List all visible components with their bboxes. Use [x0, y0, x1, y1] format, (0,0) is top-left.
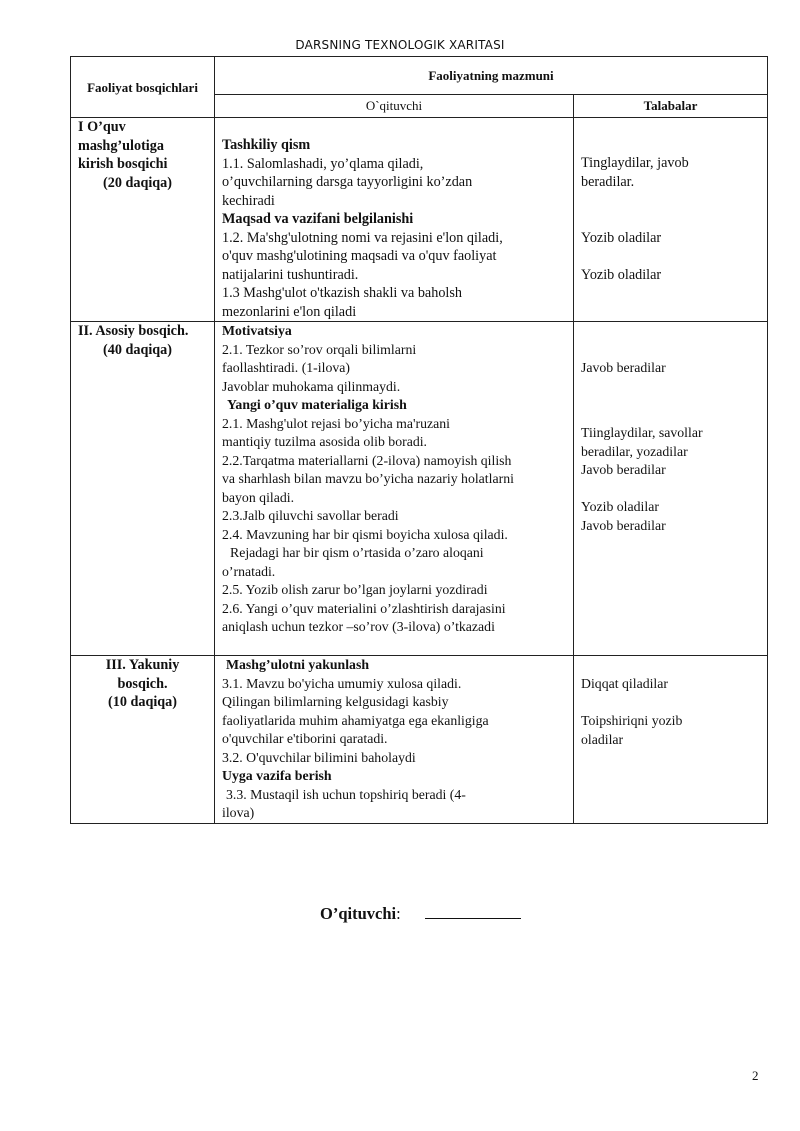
table-border-bottom	[70, 823, 768, 824]
text-line: Tiinglaydilar, savollar	[581, 425, 703, 440]
section-heading: Yangi o’quv materialiga kirish	[227, 397, 407, 412]
text-line: 1.3 Mashg'ulot o'tkazish shakli va baholsh	[222, 285, 462, 301]
section-heading: Maqsad va vazifani belgilanishi	[222, 211, 414, 227]
page-number: 2	[752, 1068, 759, 1083]
row1-students	[581, 154, 689, 191]
row3-teacher	[222, 656, 489, 823]
signature-blank-line	[425, 904, 521, 919]
row3-stage	[71, 656, 214, 712]
text-line: 1.2. Ma'shg'ulotning nomi va rejasini e'lon qiladi,	[222, 229, 503, 246]
row1-students-note: Yozib oladilar	[581, 230, 662, 246]
text-line: mantiqiy tuzilma asosida olib boradi.	[222, 434, 427, 449]
text-line: kechiradi	[222, 192, 275, 209]
row1-students-note: Yozib oladilar	[581, 267, 662, 283]
text-line: Javob beradilar	[581, 462, 666, 477]
text-line: Javoblar muhokama qilinmaydi.	[222, 378, 401, 394]
text-line: 2.1. Mashg'ulot rejasi bo’yicha ma'ruzani	[222, 415, 450, 431]
text-line: o’rnatadi.	[222, 563, 276, 579]
text-line: mezonlarini e'lon qiladi	[222, 303, 357, 320]
section-heading: Uyga vazifa berish	[222, 768, 332, 783]
text-line: bayon qiladi.	[222, 489, 295, 505]
teacher-signature	[320, 904, 521, 924]
text-line: 3.1. Mavzu bo'yicha umumiy xulosa qiladi.	[222, 675, 462, 691]
text-line: Javob beradilar	[581, 517, 666, 533]
stage-line: (10 daqiqa)	[108, 694, 177, 710]
row2-students-2	[581, 498, 666, 535]
text-line: va sharhlash bilan mavzu bo’yicha nazariy holatlarni	[222, 471, 514, 486]
text-line: Toipshiriqni yozib	[581, 713, 683, 728]
row3-students-note: Diqqat qiladilar	[581, 676, 668, 691]
stage-line: bosqich.	[117, 675, 168, 692]
text-line: o'quv mashg'ulotining maqsadi va o'quv faoliyat	[222, 248, 497, 264]
stage-line: kirish bosqichi	[78, 156, 168, 172]
stage-line: III. Yakuniy	[105, 657, 180, 673]
text-line: 3.2. O'quvchilar bilimini baholaydi	[222, 749, 416, 765]
header-stages: Faoliyat bosqichlari	[87, 80, 198, 95]
table-subheader-line	[214, 94, 768, 95]
text-line: oladilar	[581, 731, 624, 747]
row2-students-note: Javob beradilar	[581, 360, 666, 375]
section-heading: Mashg’ulotni yakunlash	[226, 657, 370, 672]
signature-colon: :	[396, 904, 401, 923]
header-teacher: O`qituvchi	[365, 98, 423, 113]
table-border-top	[70, 56, 768, 57]
table-border-right	[767, 56, 768, 824]
section-heading: Tashkiliy qism	[222, 137, 311, 153]
text-line: 2.3.Jalb qiluvchi savollar beradi	[222, 508, 399, 523]
stage-line: I O’quv	[78, 119, 126, 135]
text-line: beradilar, yozadilar	[581, 443, 688, 459]
row1-stage	[78, 118, 172, 192]
row2-students	[581, 424, 703, 480]
text-line: natijalarini tushuntiradi.	[222, 266, 359, 283]
text-line: 1.1. Salomlashadi, yo’qlama qiladi,	[222, 155, 424, 172]
section-heading: Motivatsiya	[222, 323, 292, 338]
text-line: 2.6. Yangi o’quv materialini o’zlashtirish darajasini	[222, 600, 506, 616]
document-title: DARSNING TEXNOLOGIK XARITASI	[295, 38, 505, 52]
stage-line: II. Asosiy bosqich.	[78, 323, 189, 339]
column-divider-students	[573, 94, 574, 824]
text-line: Yozib oladilar	[581, 499, 659, 514]
row2-teacher	[222, 322, 514, 637]
text-line: Rejadagi har bir qism o’rtasida o’zaro aloqani	[230, 545, 484, 560]
table-header-bottom	[70, 117, 768, 118]
stage-line: mashg’ulotiga	[78, 137, 164, 154]
text-line: Qilingan bilimlarning kelgusidagi kasbiy	[222, 694, 449, 709]
text-line: ilova)	[222, 805, 255, 820]
text-line: Tinglaydilar, javob	[581, 155, 689, 171]
text-line: beradilar.	[581, 173, 635, 190]
text-line: 2.1. Tezkor so’rov orqali bilimlarni	[222, 341, 417, 357]
text-line: 3.3. Mustaqil ish uchun topshiriq beradi (4-	[226, 786, 466, 802]
header-content: Faoliyatning mazmuni	[428, 68, 554, 83]
header-students: Talabalar	[643, 98, 698, 113]
stage-line: (20 daqiqa)	[103, 174, 172, 191]
text-line: 2.2.Tarqatma materiallarni (2-ilova) namoyish qilish	[222, 452, 512, 468]
text-line: faollashtiradi. (1-ilova)	[222, 360, 350, 375]
text-line: faoliyatlarida muhim ahamiyatga ega ekanligiga	[222, 712, 489, 728]
text-line: aniqlash uchun tezkor –so’rov (3-ilova) o’tkazadi	[222, 619, 495, 634]
text-line: o'quvchilar e'tiborini qaratadi.	[222, 731, 388, 746]
column-divider-stage	[214, 56, 215, 824]
row3-students	[581, 712, 682, 749]
signature-label: O’qituvchi	[320, 904, 397, 923]
stage-line: (40 daqiqa)	[103, 341, 172, 358]
text-line: 2.5. Yozib olish zarur bo’lgan joylarni yozdiradi	[222, 582, 488, 597]
text-line: o’quvchilarning darsga tayyorligini ko’zdan	[222, 174, 473, 190]
row1-teacher	[222, 136, 503, 321]
row2-stage	[78, 322, 188, 359]
text-line: 2.4. Mavzuning har bir qismi boyicha xulosa qiladi.	[222, 526, 508, 542]
